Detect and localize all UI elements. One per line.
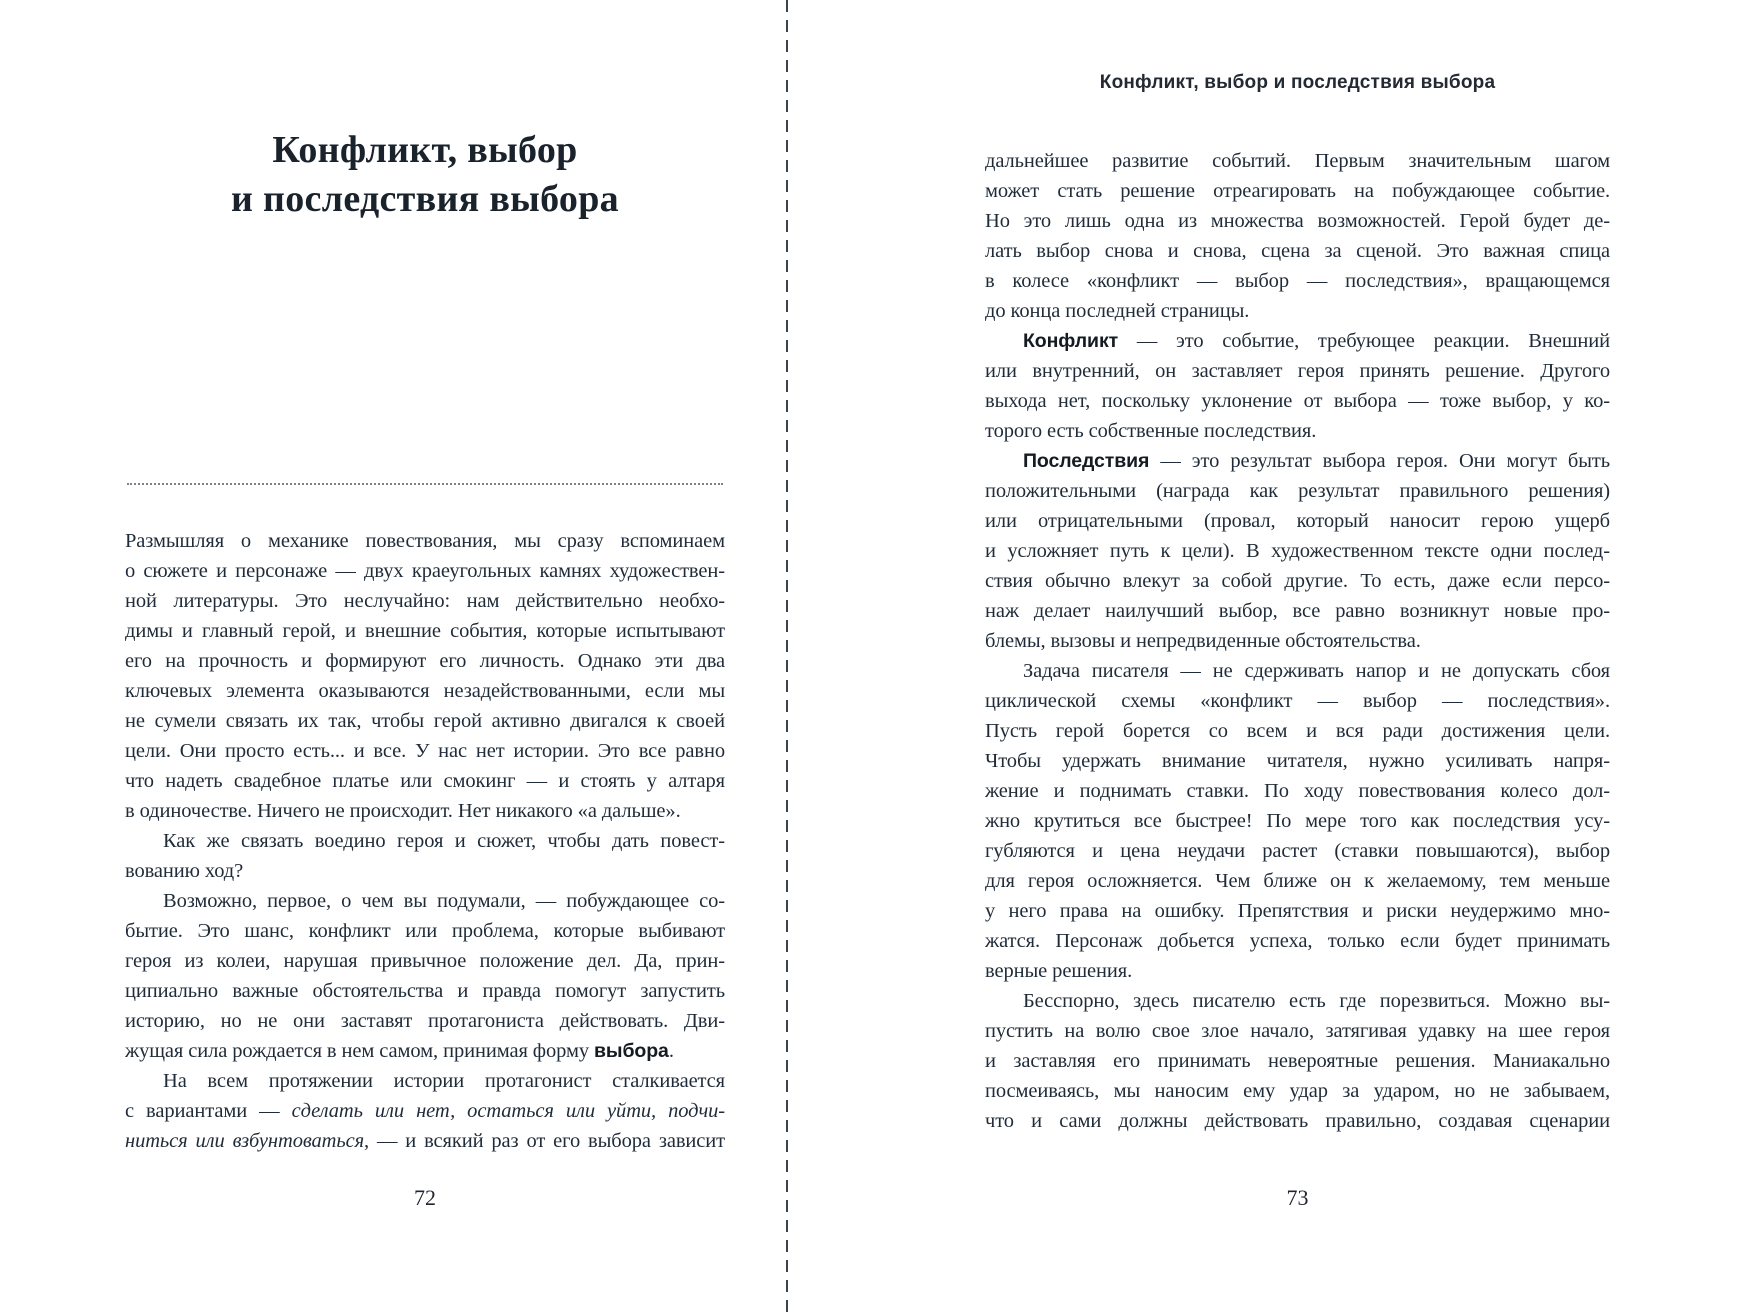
text-segment: — это результат выбора героя. Они могут быть bbox=[1149, 450, 1610, 472]
body-line bbox=[985, 896, 1610, 926]
page-fold-dashed-divider bbox=[786, 0, 788, 1313]
bold-term: Конфликт bbox=[1023, 330, 1119, 352]
text-segment: посмеиваясь, мы наносим ему удар за ударом, но не забываем, bbox=[985, 1080, 1610, 1102]
bold-term: выбора bbox=[594, 1040, 669, 1062]
body-line bbox=[985, 716, 1610, 746]
chapter-title bbox=[125, 126, 725, 224]
body-line bbox=[125, 676, 725, 706]
bold-term: Последствия bbox=[1023, 450, 1150, 472]
body-line bbox=[985, 926, 1610, 956]
body-line bbox=[125, 916, 725, 946]
text-segment: о сюжете и персонаже — двух краеугольных камнях художествен- bbox=[125, 560, 725, 582]
body-line bbox=[985, 386, 1610, 416]
text-segment: лать выбор снова и снова, сцена за сценой. Это важная спица bbox=[985, 240, 1610, 262]
text-segment: положительными (награда как результат правильного решения) bbox=[985, 480, 1610, 502]
text-segment: жно крутиться все быстрее! По мере того как последствия усу- bbox=[985, 810, 1610, 832]
text-segment: бытие. Это шанс, конфликт или проблема, которые выбивают bbox=[125, 920, 725, 942]
text-segment: Задача писателя — не сдерживать напор и не допускать сбоя bbox=[1023, 660, 1610, 682]
text-segment: Но это лишь одна из множества возможностей. Герой будет де- bbox=[985, 210, 1610, 232]
body-line bbox=[125, 616, 725, 646]
body-line bbox=[985, 596, 1610, 626]
text-segment: выхода нет, поскольку уклонение от выбора — тоже выбор, у ко- bbox=[985, 390, 1610, 412]
body-line bbox=[985, 326, 1610, 356]
text-segment: ципиально важные обстоятельства и правда помогут запустить bbox=[125, 980, 725, 1002]
text-segment: для героя осложняется. Чем ближе он к желаемому, тем меньше bbox=[985, 870, 1610, 892]
text-segment: цели. Они просто есть... и все. У нас нет истории. Это все равно bbox=[125, 740, 725, 762]
text-segment: наж делает наилучший выбор, все равно возникнут новые про- bbox=[985, 600, 1610, 622]
text-segment: , — и всякий раз от его выбора зависит bbox=[364, 1130, 725, 1152]
text-segment: и заставляя его принимать невероятные решения. Маниакально bbox=[985, 1050, 1610, 1072]
text-segment: и усложняет путь к цели). В художественном тексте одни послед- bbox=[985, 540, 1610, 562]
text-segment: ной литературы. Это неслучайно: нам действительно необхо- bbox=[125, 590, 725, 612]
body-line bbox=[985, 416, 1610, 446]
text-segment: пустить на волю свое злое начало, затягивая удавку на шее героя bbox=[985, 1020, 1610, 1042]
text-segment: может стать решение отреагировать на побуждающее событие. bbox=[985, 180, 1610, 202]
text-segment: у него права на ошибку. Препятствия и риски неудержимо мно- bbox=[985, 900, 1610, 922]
body-line bbox=[985, 806, 1610, 836]
text-segment: жение и поднимать ставки. По ходу повествования колесо дол- bbox=[985, 780, 1610, 802]
body-line bbox=[985, 566, 1610, 596]
body-line bbox=[125, 856, 725, 886]
text-segment: в колесе «конфликт — выбор — последствия», вращающемся bbox=[985, 270, 1610, 292]
body-line bbox=[125, 1126, 725, 1156]
text-segment: Пусть герой борется со всем и вся ради достижения цели. bbox=[985, 720, 1610, 742]
body-line bbox=[985, 866, 1610, 896]
body-line bbox=[125, 796, 725, 826]
body-line bbox=[125, 1036, 725, 1066]
text-segment: Как же связать воедино героя и сюжет, чтобы дать повест- bbox=[163, 830, 725, 852]
body-line bbox=[985, 446, 1610, 476]
body-line bbox=[125, 526, 725, 556]
body-line bbox=[985, 746, 1610, 776]
body-line bbox=[985, 476, 1610, 506]
body-line bbox=[125, 646, 725, 676]
body-line bbox=[985, 176, 1610, 206]
body-line bbox=[125, 886, 725, 916]
text-segment: что и сами должны действовать правильно, создавая сценарии bbox=[985, 1110, 1610, 1132]
text-segment: Возможно, первое, о чем вы подумали, — побуждающее со- bbox=[163, 890, 725, 912]
text-segment: димы и главный герой, и внешние события, которые испытывают bbox=[125, 620, 725, 642]
body-line bbox=[985, 686, 1610, 716]
text-segment: На всем протяжении истории протагонист сталкивается bbox=[163, 1070, 725, 1092]
body-line bbox=[125, 556, 725, 586]
body-line bbox=[125, 586, 725, 616]
text-segment: губляются и цена неудачи растет (ставки повышаются), выбор bbox=[985, 840, 1610, 862]
left-page-body-text bbox=[125, 526, 725, 1156]
body-line bbox=[985, 1106, 1610, 1136]
body-line bbox=[985, 956, 1610, 986]
text-segment: Чтобы удержать внимание читателя, нужно усиливать напря- bbox=[985, 750, 1610, 772]
body-line bbox=[985, 356, 1610, 386]
page-number-left: 72 bbox=[414, 1185, 436, 1210]
section-separator-dotted bbox=[127, 483, 723, 485]
text-segment: жущая сила рождается в нем самом, принимая форму bbox=[125, 1040, 595, 1062]
page-left bbox=[125, 0, 725, 1313]
text-segment: до конца последней страницы. bbox=[985, 300, 1250, 322]
text-segment: дальнейшее развитие событий. Первым значительным шагом bbox=[985, 150, 1610, 172]
text-segment: героя из колеи, нарушая привычное положение дел. Да, прин- bbox=[125, 950, 725, 972]
page-right bbox=[985, 0, 1610, 1313]
italic-phrase: сделать или нет, остаться или уйти, подчи- bbox=[291, 1100, 725, 1122]
body-line bbox=[985, 1046, 1610, 1076]
text-segment: не сумели связать их так, чтобы герой активно двигался к своей bbox=[125, 710, 725, 732]
text-segment: верные решения. bbox=[985, 960, 1133, 982]
text-segment: циклической схемы «конфликт — выбор — последствия». bbox=[985, 690, 1610, 712]
text-segment: вованию ход? bbox=[125, 860, 244, 882]
text-segment: или внутренний, он заставляет героя принять решение. Другого bbox=[985, 360, 1610, 382]
text-segment: с вариантами — bbox=[125, 1100, 292, 1122]
text-segment: его на прочность и формируют его личность. Однако эти два bbox=[125, 650, 725, 672]
body-line bbox=[125, 706, 725, 736]
text-segment: Размышляя о механике повествования, мы сразу вспоминаем bbox=[125, 530, 725, 552]
body-line bbox=[985, 776, 1610, 806]
body-line bbox=[985, 506, 1610, 536]
text-segment: жатся. Персонаж добьется успеха, только если будет принимать bbox=[985, 930, 1610, 952]
text-segment: ключевых элемента оказываются незадействованными, если мы bbox=[125, 680, 725, 702]
text-segment: ствия обычно влекут за собой другие. То есть, даже если персо- bbox=[985, 570, 1610, 592]
text-segment: блемы, вызовы и непредвиденные обстоятельства. bbox=[985, 630, 1421, 652]
page-number-right: 73 bbox=[1286, 1185, 1309, 1210]
body-line bbox=[125, 736, 725, 766]
body-line bbox=[985, 626, 1610, 656]
text-segment: торого есть собственные последствия. bbox=[985, 420, 1317, 442]
body-line bbox=[985, 986, 1610, 1016]
body-line bbox=[985, 266, 1610, 296]
body-line bbox=[985, 1076, 1610, 1106]
text-segment: что надеть свадебное платье или смокинг — и стоять у алтаря bbox=[125, 770, 725, 792]
text-segment: — это событие, требующее реакции. Внешний bbox=[1118, 330, 1610, 352]
body-line bbox=[125, 1006, 725, 1036]
running-header: Конфликт, выбор и последствия выбора bbox=[1099, 72, 1496, 93]
body-line bbox=[985, 146, 1610, 176]
right-page-body-text bbox=[985, 146, 1610, 1136]
body-line bbox=[125, 1096, 725, 1126]
body-line bbox=[125, 976, 725, 1006]
body-line bbox=[985, 236, 1610, 266]
body-line bbox=[125, 766, 725, 796]
text-segment: историю, но не они заставят протагониста действовать. Дви- bbox=[125, 1010, 725, 1032]
body-line bbox=[985, 536, 1610, 566]
body-line bbox=[985, 1016, 1610, 1046]
body-line bbox=[985, 836, 1610, 866]
body-line bbox=[985, 656, 1610, 686]
chapter-title-line-2: и последствия выбора bbox=[231, 178, 619, 220]
text-segment: . bbox=[668, 1040, 674, 1062]
body-line bbox=[985, 206, 1610, 236]
body-line bbox=[125, 826, 725, 856]
italic-phrase: ниться или взбунтоваться bbox=[125, 1130, 365, 1152]
text-segment: или отрицательными (провал, который наносит герою ущерб bbox=[985, 510, 1610, 532]
chapter-title-line-1: Конфликт, выбор bbox=[272, 129, 578, 171]
body-line bbox=[125, 1066, 725, 1096]
text-segment: Бесспорно, здесь писателю есть где порезвиться. Можно вы- bbox=[1023, 990, 1610, 1012]
text-segment: в одиночестве. Ничего не происходит. Нет никакого «а дальше». bbox=[125, 800, 681, 822]
body-line bbox=[125, 946, 725, 976]
body-line bbox=[985, 296, 1610, 326]
